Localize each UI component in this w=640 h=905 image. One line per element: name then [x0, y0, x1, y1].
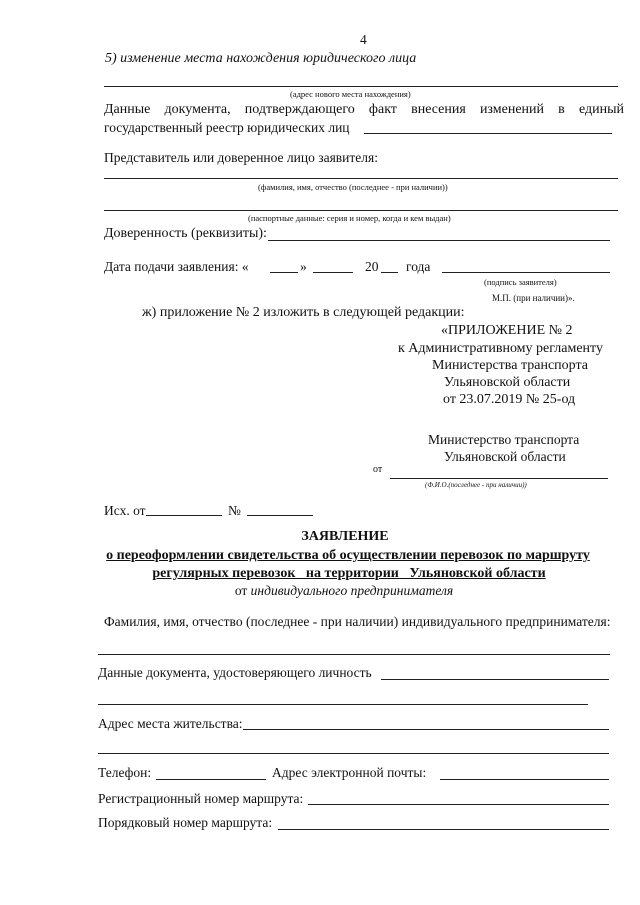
appendix-line3: Министерства транспорта	[432, 358, 588, 373]
new-address-line[interactable]	[104, 86, 618, 87]
representative-label: Представитель или доверенное лицо заявителя:	[104, 150, 378, 165]
stamp-caption: М.П. (при наличии)».	[492, 293, 575, 303]
recipient-line1: Министерство транспорта	[428, 432, 580, 447]
proxy-line[interactable]	[268, 240, 610, 241]
representative-fio-caption: (фамилия, имя, отчество (последнее - при наличии))	[258, 182, 448, 192]
title-from-prefix: от	[234, 583, 248, 598]
title-line1: о переоформлении свидетельства об осуществлении перевозок по маршруту	[106, 548, 590, 563]
submission-date-label: Дата подачи заявления: «	[104, 259, 249, 274]
appendix-line1: «ПРИЛОЖЕНИЕ № 2	[441, 323, 573, 338]
recipient-from-line[interactable]	[390, 478, 608, 479]
signature-caption: (подпись заявителя)	[484, 277, 557, 287]
registry-doc-label-line1: Данные документа, подтверждающего факт внесения изменений в единый	[104, 102, 624, 117]
appendix-line4: Ульяновской области	[444, 375, 571, 390]
passport-caption: (паспортные данные: серия и номер, когда и кем выдан)	[248, 213, 451, 223]
passport-line[interactable]	[104, 210, 618, 211]
route-order-number-line[interactable]	[278, 829, 609, 830]
date-year-prefix: 20	[365, 259, 379, 274]
recipient-fio-caption: (Ф.И.О.(последнее - при наличии))	[425, 481, 527, 489]
id-document-label: Данные документа, удостоверяющего личность	[98, 665, 372, 680]
recipient-from: от	[373, 464, 383, 475]
fio-line[interactable]	[98, 654, 610, 655]
title-from-entrepreneur: индивидуального предпринимателя	[250, 583, 454, 598]
appendix-line2: к Административному регламенту	[398, 341, 603, 356]
outgoing-number-line[interactable]	[247, 515, 313, 516]
route-reg-number-line[interactable]	[308, 804, 609, 805]
title-from-line	[0, 583, 640, 599]
route-reg-number-label: Регистрационный номер маршрута:	[98, 791, 304, 806]
phone-line[interactable]	[156, 779, 266, 780]
outgoing-date-line[interactable]	[146, 515, 222, 516]
address-line2[interactable]	[98, 753, 609, 754]
route-order-number-label: Порядковый номер маршрута:	[98, 815, 273, 830]
section-5-heading: 5) изменение места нахождения юридического лица	[105, 51, 417, 66]
title-line2: регулярных перевозок на территории Ульяновской области	[152, 566, 546, 581]
email-label: Адрес электронной почты:	[272, 765, 427, 780]
signature-line[interactable]	[442, 272, 610, 273]
email-line[interactable]	[440, 779, 609, 780]
proxy-label: Доверенность (реквизиты):	[104, 226, 267, 241]
date-close-quote: »	[300, 259, 307, 274]
date-year-line[interactable]	[381, 272, 398, 273]
address-label: Адрес места жительства:	[98, 716, 243, 731]
amendment-text: ж) приложение № 2 изложить в следующей редакции:	[142, 305, 465, 320]
recipient-line2: Ульяновской области	[444, 449, 566, 464]
registry-doc-line[interactable]	[364, 133, 612, 134]
date-month-line[interactable]	[313, 272, 353, 273]
representative-fio-line[interactable]	[104, 178, 618, 179]
new-address-caption: (адрес нового места нахождения)	[290, 89, 411, 99]
page-number: 4	[360, 32, 367, 47]
fio-label: Фамилия, имя, отчество (последнее - при наличии) индивидуального предпринимателя:	[104, 614, 611, 629]
document-title: ЗАЯВЛЕНИЕ	[301, 529, 389, 544]
date-year-word: года	[406, 259, 431, 274]
id-document-line2[interactable]	[98, 704, 588, 705]
address-line1[interactable]	[243, 729, 609, 730]
outgoing-number-sign: №	[228, 503, 241, 518]
phone-label: Телефон:	[98, 765, 152, 780]
registry-doc-label-line2: государственный реестр юридических лиц	[104, 120, 350, 135]
outgoing-ref-label: Исх. от	[104, 503, 146, 518]
id-document-line1[interactable]	[381, 679, 609, 680]
date-day-line[interactable]	[270, 272, 298, 273]
appendix-line5: от 23.07.2019 № 25-од	[443, 392, 576, 407]
